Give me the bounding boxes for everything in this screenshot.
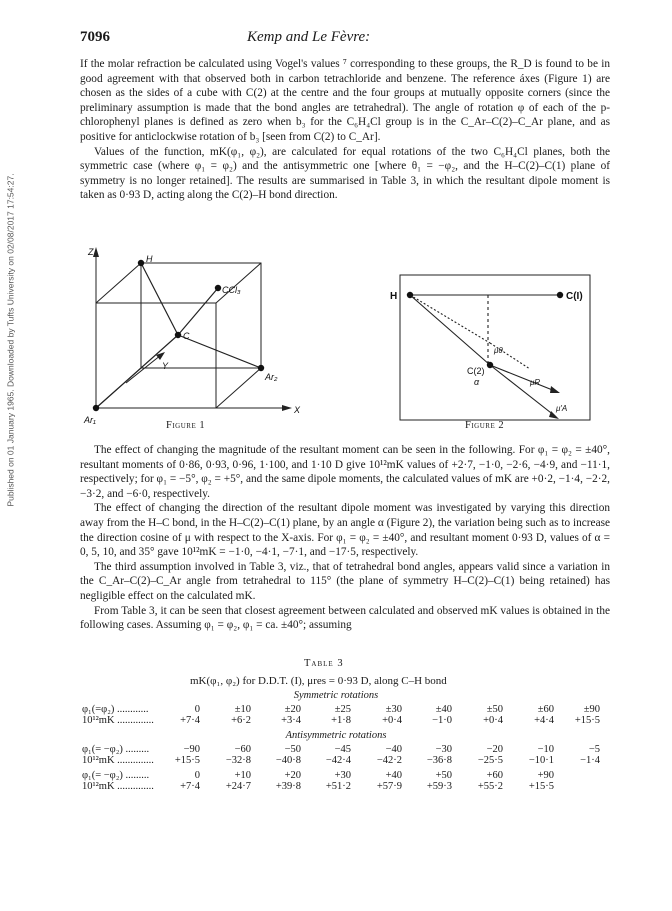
figure-1-cube-diagram [86, 243, 308, 428]
table-section-symmetric: Symmetric rotations [293, 690, 379, 701]
table-cell: ±20 [284, 704, 301, 715]
table-cell: −90 [183, 744, 200, 755]
table-cell: +90 [537, 770, 554, 781]
table-cell: 0 [194, 704, 200, 715]
table-cell: +3·4 [281, 715, 301, 726]
table-cell: −60 [234, 744, 251, 755]
table-cell: −40·8 [275, 755, 301, 766]
table-cell: ±40 [435, 704, 452, 715]
table-cell: −36·8 [426, 755, 452, 766]
label-h: H [390, 291, 398, 302]
table-cell: +0·4 [382, 715, 402, 726]
running-head: Kemp and Le Fèvre: [247, 29, 371, 45]
table-cell: +57·9 [376, 781, 402, 792]
label-y: Y [162, 361, 169, 371]
table-cell: ±30 [385, 704, 402, 715]
table-cell: +59·3 [426, 781, 452, 792]
table-cell: +51·2 [325, 781, 351, 792]
label-alpha: α [474, 377, 480, 387]
table-cell: +20 [284, 770, 301, 781]
table-cell: −40 [385, 744, 402, 755]
table-cell: +0·4 [483, 715, 503, 726]
label-mu-a: μ'A [556, 404, 568, 413]
table-cell: −45 [334, 744, 351, 755]
label-c1: C(I) [566, 291, 583, 302]
paragraph: The effect of changing the magnitude of the resultant moment can be seen in the following. For φ₁ = φ₂ = ±40°, resultant moments of 0·86, 0·93, 0·96, 1·100, and 1·10 D give 10¹²mK values of +2·7, −1·0, −2·6, −4·9, and −11·1, respectively; for φ₁ = −5°, φ₂ = +5°, and the same dipole moments, the calculated values of mK are +0·2, −1·4, −2·2, −3·2, and −6·0, respectively. [80, 444, 610, 500]
table-cell: +50 [435, 770, 452, 781]
table-cell: −5 [588, 744, 600, 755]
table-row [80, 781, 620, 793]
table-row-label: φ₁(= −φ₂) ......... [82, 770, 150, 781]
figure-2-dipole-diagram [380, 273, 602, 428]
paragraph: The third assumption involved in Table 3, viz., that of tetrahedral bond angles, appears valid since a variation in the C_Ar–C(2)–C_Ar angle from tetrahedral to 115° (the plane of symmetry H–C(2)–C(1) being retained) has negligible effect on the calculated mK. [80, 560, 610, 602]
figure-2-drawing [380, 273, 602, 428]
table-row-label: φ₁(= −φ₂) ......... [82, 744, 150, 755]
label-mu-theta: μθ [494, 346, 503, 355]
table-cell: −10·1 [528, 755, 554, 766]
table-cell: −25·5 [477, 755, 503, 766]
table-cell: −42·4 [325, 755, 351, 766]
table-row-label: 10¹²mK .............. [82, 755, 154, 766]
label-mu-r: μR [530, 378, 541, 387]
table-row-label: 10¹²mK .............. [82, 715, 154, 726]
table-cell: +6·2 [231, 715, 251, 726]
body-text-bottom [80, 443, 610, 633]
paragraph: If the molar refraction be calculated using Vogel's values ⁷ corresponding to these groups, the R_D is found to be in good agreement with that observed both in carbon tetrachloride and benzene. The reference áxes (Figure 1) are chosen as the sides of a cube with C(2) at the centre and the four groups at mutually opposite corners (since the preliminary assumption is made that the bond angles are tetrahedral). The angle of rotation φ of each of the p-chlorophenyl planes is defined as zero when b₃ for the C₆H₄Cl group is in the C_Ar–C(2)–C_Ar plane, and as positive for anticlockwise rotation of b₃ [seen from C(2) to C_Ar]. [80, 58, 610, 143]
table-cell: ±10 [234, 704, 251, 715]
table-cell: +39·8 [275, 781, 301, 792]
table-cell: +15·5 [174, 755, 200, 766]
label-c: C [183, 331, 190, 341]
table-cell: +40 [385, 770, 402, 781]
table-cell: +30 [334, 770, 351, 781]
table-row [80, 715, 620, 727]
table-title: Table 3 [304, 658, 344, 669]
paragraph: Values of the function, mK(φ₁, φ₂), are calculated for equal rotations of the two C₆H₄Cl planes, both the symmetric case (where φ₁ = φ₂) and the antisymmetric one [where θ₁ = −φ₂, and the H–C(2)–C(1) plane of symmetry is no longer retained]. The results are summarised in Table 3, in which the resultant dipole moment is taken as 0·93 D, acting along the C(2)–H bond direction. [80, 145, 610, 202]
table-cell: −42·2 [376, 755, 402, 766]
table-cell: −20 [486, 744, 503, 755]
label-z: Z [88, 247, 94, 257]
table-cell: ±90 [583, 704, 600, 715]
table-cell: +55·2 [477, 781, 503, 792]
figure-1-drawing [86, 243, 308, 428]
label-h: H [146, 254, 153, 264]
table-cell: −1·0 [432, 715, 452, 726]
table-row-label: φ₁(=φ₂) ............ [82, 704, 149, 715]
label-ccl3: CCl₃ [222, 285, 241, 295]
table-cell: +7·4 [180, 715, 200, 726]
label-c2: C(2) [467, 366, 485, 376]
label-x: X [294, 405, 301, 415]
table-cell: +4·4 [534, 715, 554, 726]
figure-2-caption: Figure 2 [465, 420, 505, 431]
table-cell: −32·8 [225, 755, 251, 766]
table-cell: +15·5 [574, 715, 600, 726]
table-row [80, 755, 620, 767]
table-cell: +10 [234, 770, 251, 781]
paragraph: From Table 3, it can be seen that closest agreement between calculated and observed mK values is obtained in the following cases. Assuming φ₁ = φ₂, φ₁ = ca. ±40°; assuming [80, 604, 610, 632]
label-ar2: Ar₂ [265, 372, 278, 382]
table-cell: +7·4 [180, 781, 200, 792]
table-cell: ±60 [537, 704, 554, 715]
table-cell: ±25 [334, 704, 351, 715]
table-cell: +60 [486, 770, 503, 781]
table-cell: ±50 [486, 704, 503, 715]
table-cell: −50 [284, 744, 301, 755]
figure-1-caption: Figure 1 [166, 420, 206, 431]
table-cell: 0 [194, 770, 200, 781]
table-section-antisymmetric: Antisymmetric rotations [285, 730, 387, 741]
table-cell: −1·4 [580, 755, 600, 766]
table-row-label: 10¹²mK .............. [82, 781, 154, 792]
label-ar1: Ar₁ [84, 415, 96, 425]
table-cell: +1·8 [331, 715, 351, 726]
table-cell: +15·5 [528, 781, 554, 792]
side-note-text: Published on 01 January 1965. Downloaded by Tufts University on 02/08/2017 17:54:27. [6, 173, 16, 507]
paragraph: The effect of changing the direction of the resultant dipole moment was investigated by varying this direction away from the H–C bond, in the H–C(2)–C(1) plane, by an angle α (Figure 2), the variation being such as to increase the direction cosine of μ with respect to the X-axis. For φ₁ = φ₂ = ±40°, and resultant moment 0·93 D, values of α = 0, 5, 10, and 35° gave 10¹²mK = −1·0, −4·1, −7·1, and −17·5, respectively. [80, 502, 610, 559]
page-number: 7096 [80, 29, 110, 45]
publication-side-note [4, 70, 18, 610]
body-text-top [80, 57, 610, 203]
table-cell: −30 [435, 744, 452, 755]
table-subtitle: mK(φ₁, φ₂) for D.D.T. (I), μres = 0·93 D, along C–H bond [190, 675, 447, 687]
table-cell: +24·7 [225, 781, 251, 792]
table-cell: −10 [537, 744, 554, 755]
